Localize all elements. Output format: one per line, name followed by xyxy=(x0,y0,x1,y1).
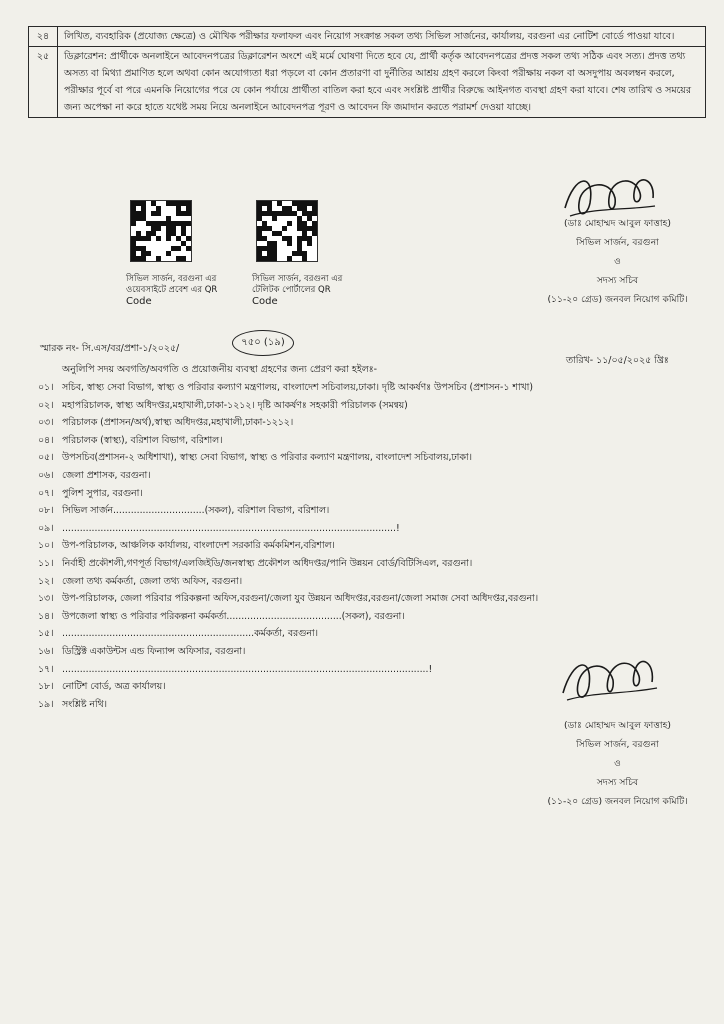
signatory-role: সদস্য সচিব xyxy=(596,777,639,788)
list-item xyxy=(0,555,690,573)
list-item-text: সিভিল সার্জন...............................(সকল), বরিশাল বিভাগ, বরিশাল। xyxy=(62,505,330,517)
list-item-text: পরিচালক (প্রশাসন/অর্থ),স্বাস্থ্য অধিদপ্তর,মহাখালী,ঢাকা-১২১২। xyxy=(62,417,294,429)
memo-number: স্মারক নং- সি.এস/বর/প্রশা-১/২০২৫/ xyxy=(40,343,180,354)
list-item-text: নোটিশ বোর্ড, অত্র কার্যালয়। xyxy=(62,681,166,693)
list-item-text: পরিচালক (স্বাস্থ্য), বরিশাল বিভাগ, বরিশাল। xyxy=(62,434,223,446)
list-item-text: ডিস্ট্রিক্ট একাউন্টস এন্ড ফিন্যান্স অফিসার, বরগুনা। xyxy=(62,645,246,657)
signatory-committee: (১১-২০ গ্রেড) জনবল নিয়োগ কমিটি। xyxy=(547,294,688,305)
list-item-number: ০৩। xyxy=(38,417,54,429)
signatory-designation: সিভিল সার্জন, বরগুনা xyxy=(576,237,659,248)
list-item xyxy=(0,449,690,467)
list-item-number: ১০। xyxy=(38,540,54,552)
list-item xyxy=(0,397,690,415)
signatory-designation: সিভিল সার্জন, বরগুনা xyxy=(576,739,659,750)
list-item-number: ০৮। xyxy=(38,505,54,517)
list-item-text: .................................................................................................................! xyxy=(62,522,400,534)
qr-website xyxy=(126,200,246,308)
list-item-number: ০২। xyxy=(38,399,54,411)
list-item xyxy=(0,625,690,643)
list-item-text: নির্বাহী প্রকৌশলী,গণপূর্ত বিভাগ/এলজিইডি/জনস্বাস্থ্য প্রকৌশল অধিদপ্তর/পানি উন্নয়ন বোর্ড/বিটিসিএল, বরগুনা। xyxy=(62,557,473,569)
memo-date: তারিখ- ১১/০৫/২০২৫ খ্রিঃ xyxy=(566,355,669,366)
term-number: ২৫ xyxy=(29,47,58,118)
list-item-number: ১৮। xyxy=(38,681,54,693)
table-row xyxy=(29,47,706,118)
list-item-text: উপ-পরিচালক, আঞ্চলিক কার্যালয়, বাংলাদেশ সরকারি কর্মকমিশন,বরিশাল। xyxy=(62,540,335,552)
signature-image xyxy=(555,648,665,713)
term-text: ডিক্লারেশন: প্রার্থীকে অনলাইনে আবেদনপত্রের ডিক্লারেশন অংশে এই মর্মে ঘোষণা দিতে হবে যে, প্রার্থী কর্তৃক আবেদনপত্রের প্রদত্ত সকল তথ্য সঠিক এবং সত্য। প্রদত্ত তথ্য অসত্য বা মিথ্যা প্রমাণিত হলে অথবা কোন অযোগ্যতা ধরা পড়লে বা কোন প্রতারণা বা দুর্নীতির আশ্রয় গ্রহণ করলে কিংবা পরীক্ষায় নকল বা অসদুপায় অবলম্বন করলে, পরীক্ষার পূর্বে বা পরে এমনকি নিয়োগের পরে যে কোন পর্যায়ে প্রার্থীতা বাতিল করা হবে এবং সংশ্লিষ্ট প্রার্থীর বিরুদ্ধে আইনগত ব্যবস্থা গ্রহণ করা যাবে। শেষ তারিখ ও সময়ের জন্য অপেক্ষা না করে হাতে যথেষ্ট সময় নিয়ে অনলাইনে আবেদনপত্র পূরণ ও আবেদন ফি জমাদান করতে পরামর্শ দেওয়া যাচ্ছে। xyxy=(58,47,706,118)
signatory-name: (ডাঃ মোহাম্মদ আবুল ফাত্তাহ) xyxy=(563,218,671,229)
list-item-text: সচিব, স্বাস্থ্য সেবা বিভাগ, স্বাস্থ্য ও পরিবার কল্যাণ মন্ত্রণালয়, বাংলাদেশ সচিবালয়,ঢাকা। দৃষ্টি আকর্ষণঃ উপসচিব (প্রশাসন-১ শাখা) xyxy=(62,382,533,393)
list-item-text: .................................................................কর্মকর্তা, বরগুনা। xyxy=(62,628,318,640)
list-item xyxy=(0,485,690,503)
list-item xyxy=(0,432,690,450)
table-row xyxy=(29,27,706,47)
list-item-number: ১৩। xyxy=(38,593,54,605)
list-item xyxy=(0,608,690,626)
list-item-number: ১৪। xyxy=(38,610,54,622)
list-item-number: ০৬। xyxy=(38,469,54,481)
qr-website-caption: সিভিল সার্জন, বরগুনা এর ওয়েবসাইটে প্রবেশ এর QR xyxy=(126,274,218,295)
list-item-number: ০১। xyxy=(38,382,54,393)
qr-code-icon xyxy=(256,200,318,262)
list-item xyxy=(0,502,690,520)
terms-table xyxy=(28,26,706,118)
signatory-conjunction: ও xyxy=(614,256,621,267)
list-item xyxy=(0,520,690,538)
signatory-committee: (১১-২০ গ্রেড) জনবল নিয়োগ কমিটি। xyxy=(547,796,688,807)
list-item-text: উপ-পরিচালক, জেলা পরিবার পরিকল্পনা অফিস,বরগুনা/জেলা যুব উন্নয়ন অধিদপ্তর,বরগুনা/জেলা সমাজ সেবা অধিদপ্তর,বরগুনা। xyxy=(62,593,539,605)
signatory-block-bottom xyxy=(530,716,705,811)
list-item xyxy=(0,414,690,432)
signatory-role: সদস্য সচিব xyxy=(596,275,639,286)
copy-intro: অনুলিপি সদয় অবগতি/অবগতি ও প্রয়োজনীয় ব্যবস্থা গ্রহণের জন্য প্রেরণ করা হইলঃ- xyxy=(62,364,378,375)
list-item-text: জেলা প্রশাসক, বরগুনা। xyxy=(62,469,151,481)
list-item-text: জেলা তথ্য কর্মকর্তা, জেলা তথ্য অফিস, বরগুনা। xyxy=(62,575,243,587)
list-item xyxy=(0,467,690,485)
qr-code-icon xyxy=(130,200,192,262)
handwritten-memo-number: ৭৫০ (১৯) xyxy=(232,330,294,356)
signatory-block-top xyxy=(530,214,705,309)
list-item-number: ০৪। xyxy=(38,434,54,446)
term-number: ২৪ xyxy=(29,27,58,47)
list-item-number: ০৫। xyxy=(38,452,54,464)
list-item-number: ০৭। xyxy=(38,487,54,499)
list-item-text: উপজেলা স্বাস্থ্য ও পরিবার পরিকল্পনা কর্মকর্তা.......................................(সকল), বরগুনা। xyxy=(62,610,405,622)
list-item-number: ১১। xyxy=(38,557,54,569)
qr-code-word: Code xyxy=(252,296,278,307)
list-item-text: সংশ্লিষ্ট নথি। xyxy=(62,698,107,710)
list-item xyxy=(0,590,690,608)
signatory-conjunction: ও xyxy=(614,758,621,769)
signatory-name: (ডাঃ মোহাম্মদ আবুল ফাত্তাহ) xyxy=(563,720,671,731)
list-item xyxy=(0,573,690,591)
qr-code-word: Code xyxy=(126,296,152,307)
list-item-number: ১৭। xyxy=(38,663,54,675)
list-item-number: ১৬। xyxy=(38,645,54,657)
list-item-text: মহাপরিচালক, স্বাস্থ্য অধিদপ্তর,মহাখালী,ঢাকা-১২১২। দৃষ্টি আকর্ষণঃ সহকারী পরিচালক (সমন্বয়) xyxy=(62,399,408,411)
list-item-text: ............................................................................................................................! xyxy=(62,663,433,675)
list-item-text: উপসচিব(প্রশাসন-২ অধিশাখা), স্বাস্থ্য সেবা বিভাগ, স্বাস্থ্য ও পরিবার কল্যাণ মন্ত্রণালয়, বাংলাদেশ সচিবালয়,ঢাকা। xyxy=(62,452,472,464)
list-item-number: ১৫। xyxy=(38,628,54,640)
list-item-text: পুলিশ সুপার, বরগুনা। xyxy=(62,487,143,499)
term-text: লিখিত, ব্যবহারিক (প্রযোজ্য ক্ষেত্রে) ও মৌখিক পরীক্ষার ফলাফল এবং নিয়োগ সংক্রান্ত সকল তথ্য সিভিল সার্জনের, কার্যালয়, বরগুনা এর নোটিশ বোর্ডে পাওয়া যাবে। xyxy=(58,27,706,47)
list-item-number: ০৯। xyxy=(38,522,54,534)
list-item xyxy=(0,379,690,397)
list-item-number: ১২। xyxy=(38,575,54,587)
qr-teletalk xyxy=(252,200,372,308)
list-item-number: ১৯। xyxy=(38,698,54,710)
list-item xyxy=(0,537,690,555)
qr-teletalk-caption: সিভিল সার্জন, বরগুনা এর টেলিটক পোর্টালের QR xyxy=(252,274,343,295)
